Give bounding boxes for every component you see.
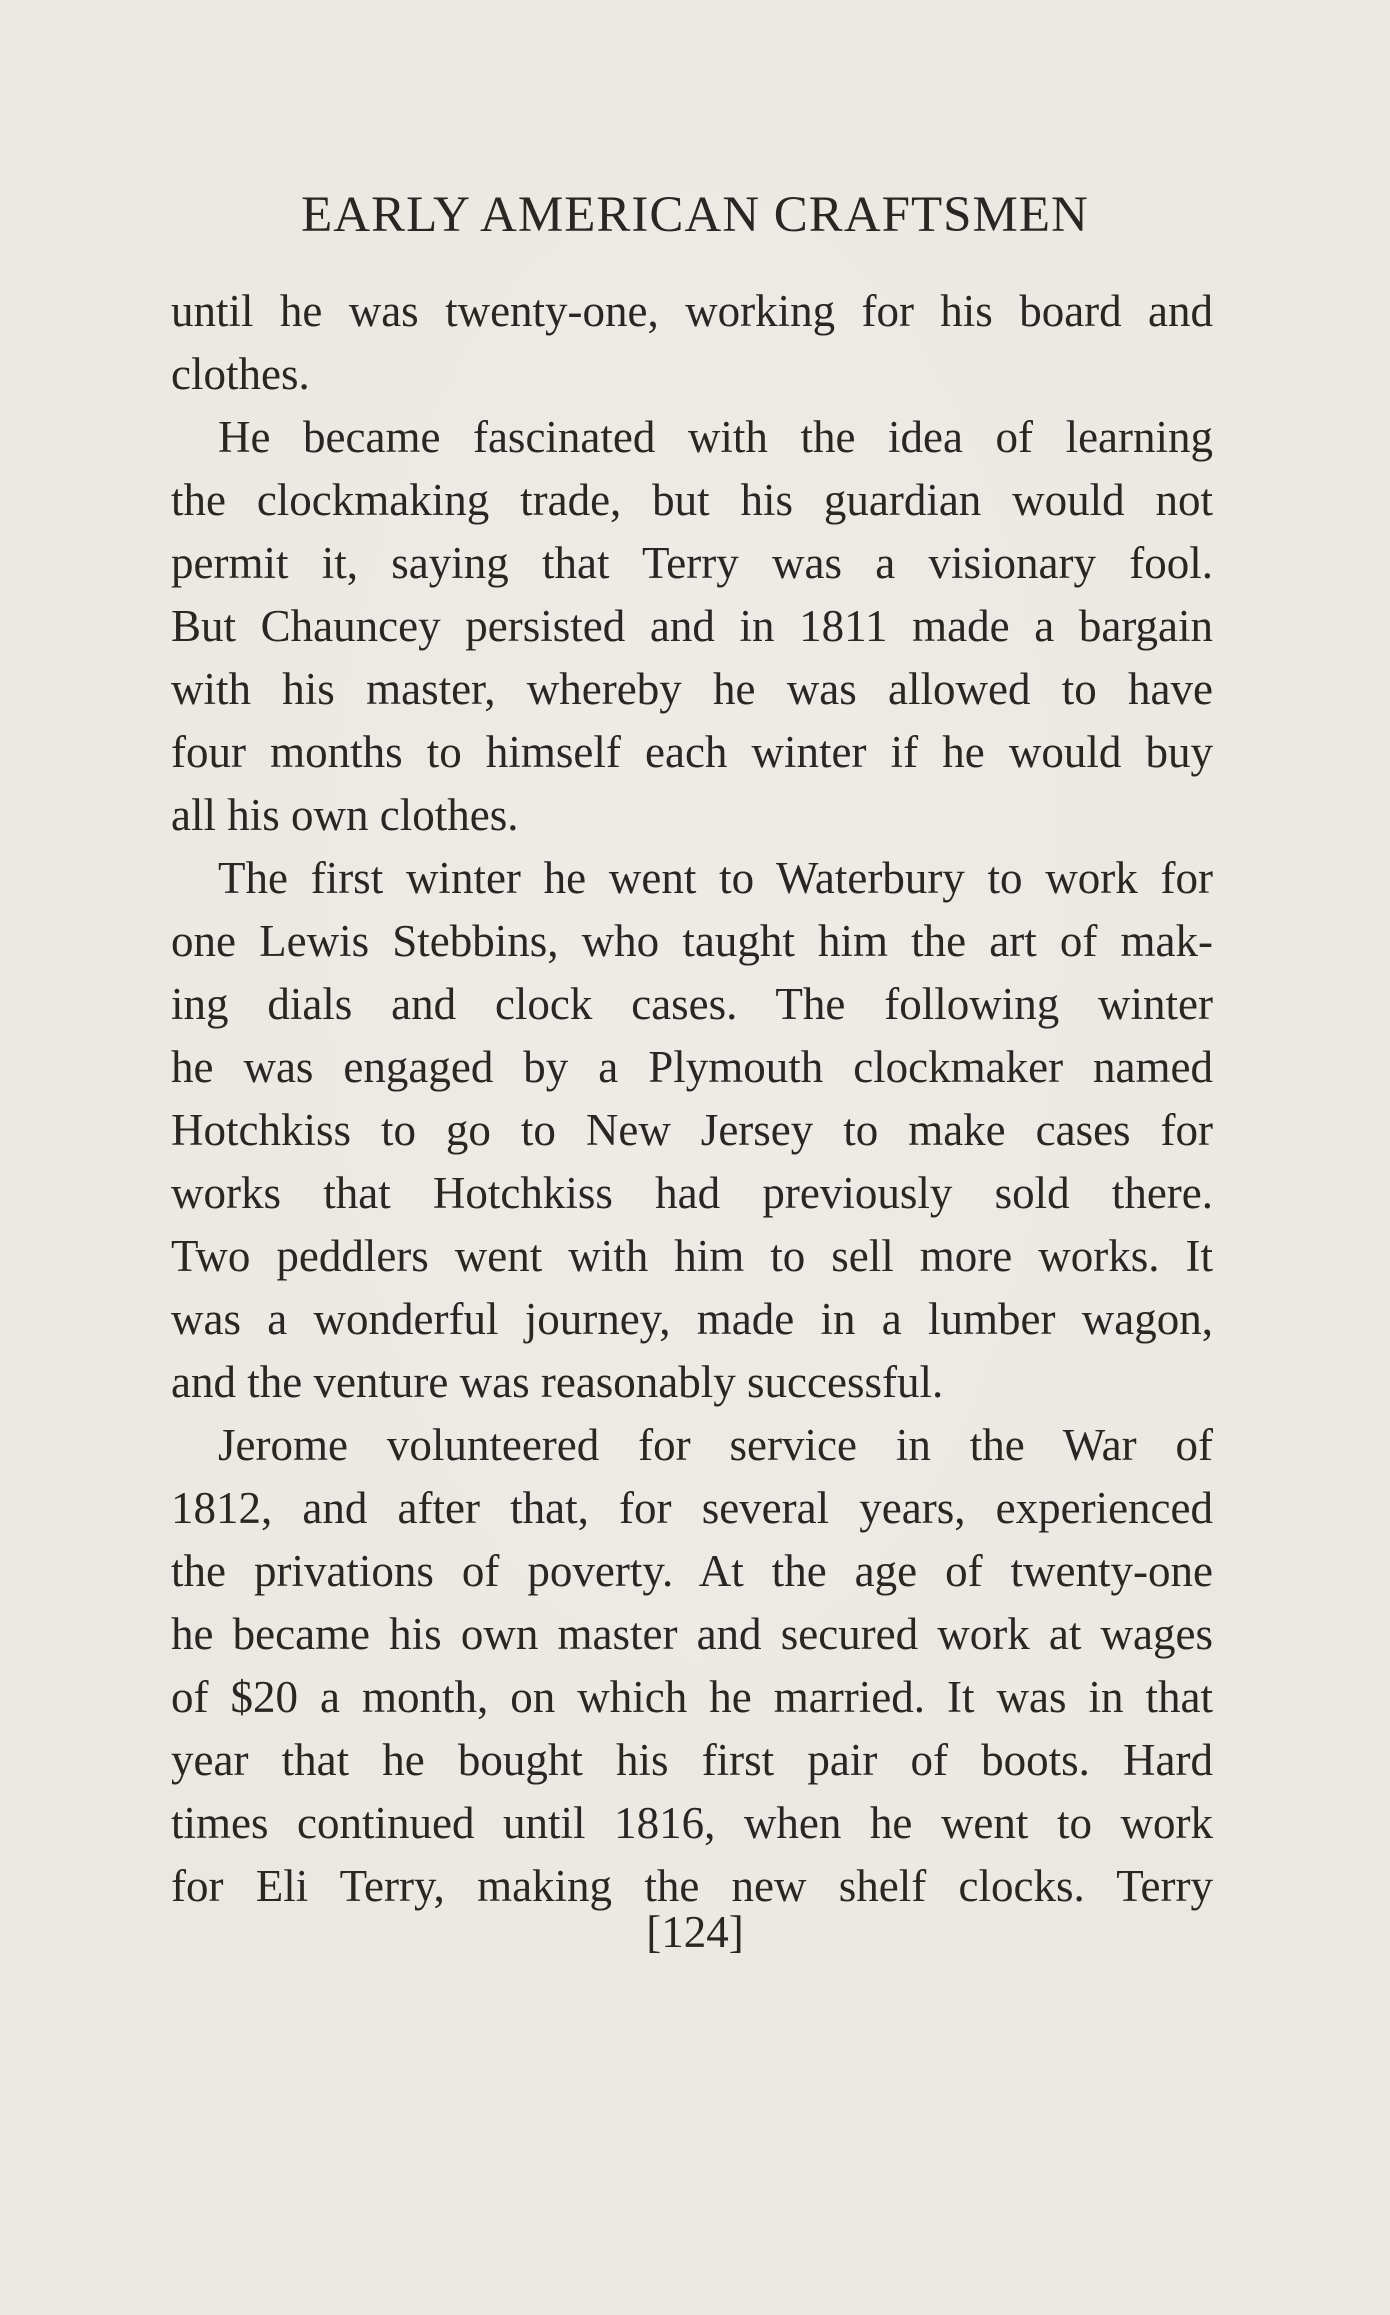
text-line: The first winter he went to Waterbury to work for [218,853,1213,903]
body-text [171,280,1213,1918]
text-line: with his master, whereby he was allowed to have [171,664,1213,714]
text-line: one Lewis Stebbins, who taught him the art of mak- [171,916,1213,966]
text-line: Jerome volunteered for service in the War of [218,1420,1213,1470]
text-line: year that he bought his first pair of boots. Hard [171,1735,1213,1785]
text-line: and the venture was reasonably successful. [171,1357,944,1407]
text-line: the clockmaking trade, but his guardian would not [171,475,1213,525]
text-line: all his own clothes. [171,790,519,840]
text-line: four months to himself each winter if he would buy [171,727,1213,777]
text-line: was a wonderful journey, made in a lumber wagon, [171,1294,1213,1344]
text-line: he became his own master and secured work at wages [171,1609,1213,1659]
text-line: he was engaged by a Plymouth clockmaker named [171,1042,1213,1092]
text-line: But Chauncey persisted and in 1811 made a bargain [171,601,1213,651]
text-line: works that Hotchkiss had previously sold there. [171,1168,1213,1218]
page-number: [124] [646,1907,744,1957]
text-line: clothes. [171,349,310,399]
text-line: the privations of poverty. At the age of twenty-one [171,1546,1213,1596]
text-line: He became fascinated with the idea of learning [218,412,1213,462]
running-head: EARLY AMERICAN CRAFTSMEN [301,187,1089,243]
text-line: times continued until 1816, when he went to work [171,1798,1213,1848]
text-line: Hotchkiss to go to New Jersey to make cases for [171,1105,1213,1155]
text-line: for Eli Terry, making the new shelf clocks. Terry [171,1861,1213,1911]
text-line: of $20 a month, on which he married. It was in that [171,1672,1213,1722]
text-line: until he was twenty-one, working for his board and [171,286,1213,336]
text-line: 1812, and after that, for several years, experienced [171,1483,1213,1533]
text-line: Two peddlers went with him to sell more works. It [171,1231,1213,1281]
text-line: ing dials and clock cases. The following winter [171,979,1213,1029]
text-line: permit it, saying that Terry was a visionary fool. [171,538,1213,588]
